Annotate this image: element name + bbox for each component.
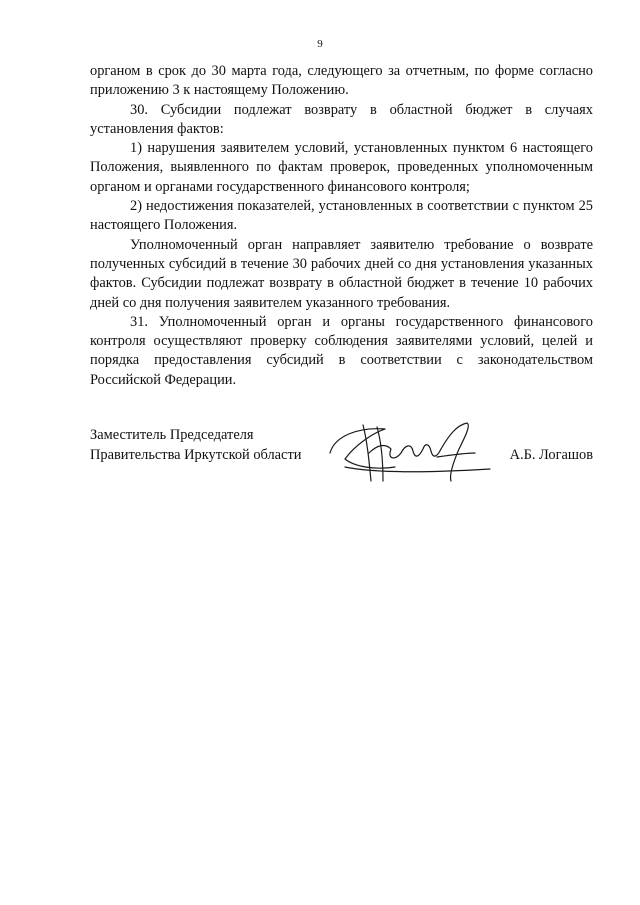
paragraph-30-item-1: 1) нарушения заявителем условий, установленных пунктом 6 настоящего Положения, выявленного по фактам проверок, проведенных уполномоченным органом и органами государственного финансового контроля; (90, 140, 593, 195)
paragraph-refund-requirement: Уполномоченный орган направляет заявителю требование о возврате полученных субсидий в течение 30 рабочих дней со дня установления указанных фактов. Субсидии подлежат возврату в областной бюджет в течение 10 рабочих дней со дня получения заявителем указанного требования. (90, 236, 593, 311)
paragraph-30-item-2: 2) недостижения показателей, установленных в соответствии с пунктом 25 настоящего Положения. (90, 198, 593, 234)
paragraph-30: 30. Субсидии подлежат возврату в областной бюджет в случаях установления фактов: (90, 101, 593, 137)
page-number: 9 (317, 38, 323, 50)
signature-block (90, 425, 593, 485)
paragraph-31: 31. Уполномоченный орган и органы государственного финансового контроля осуществляют проверку соблюдения заявителями условий, целей и порядка предоставления субсидий в соответствии с законодательством Российской Федерации. (90, 313, 593, 388)
handwritten-signature (325, 415, 495, 490)
paragraph-continuation: органом в срок до 30 марта года, следующего за отчетным, по форме согласно приложению 3 к настоящему Положению. (90, 63, 593, 99)
signatory-title-line-2: Правительства Иркутской области (90, 447, 302, 463)
signatory-title (90, 425, 301, 465)
signatory-title-line-1: Заместитель Председателя (90, 427, 254, 443)
signatory-name: А.Б. Логашов (509, 447, 593, 463)
document-body (90, 62, 593, 390)
